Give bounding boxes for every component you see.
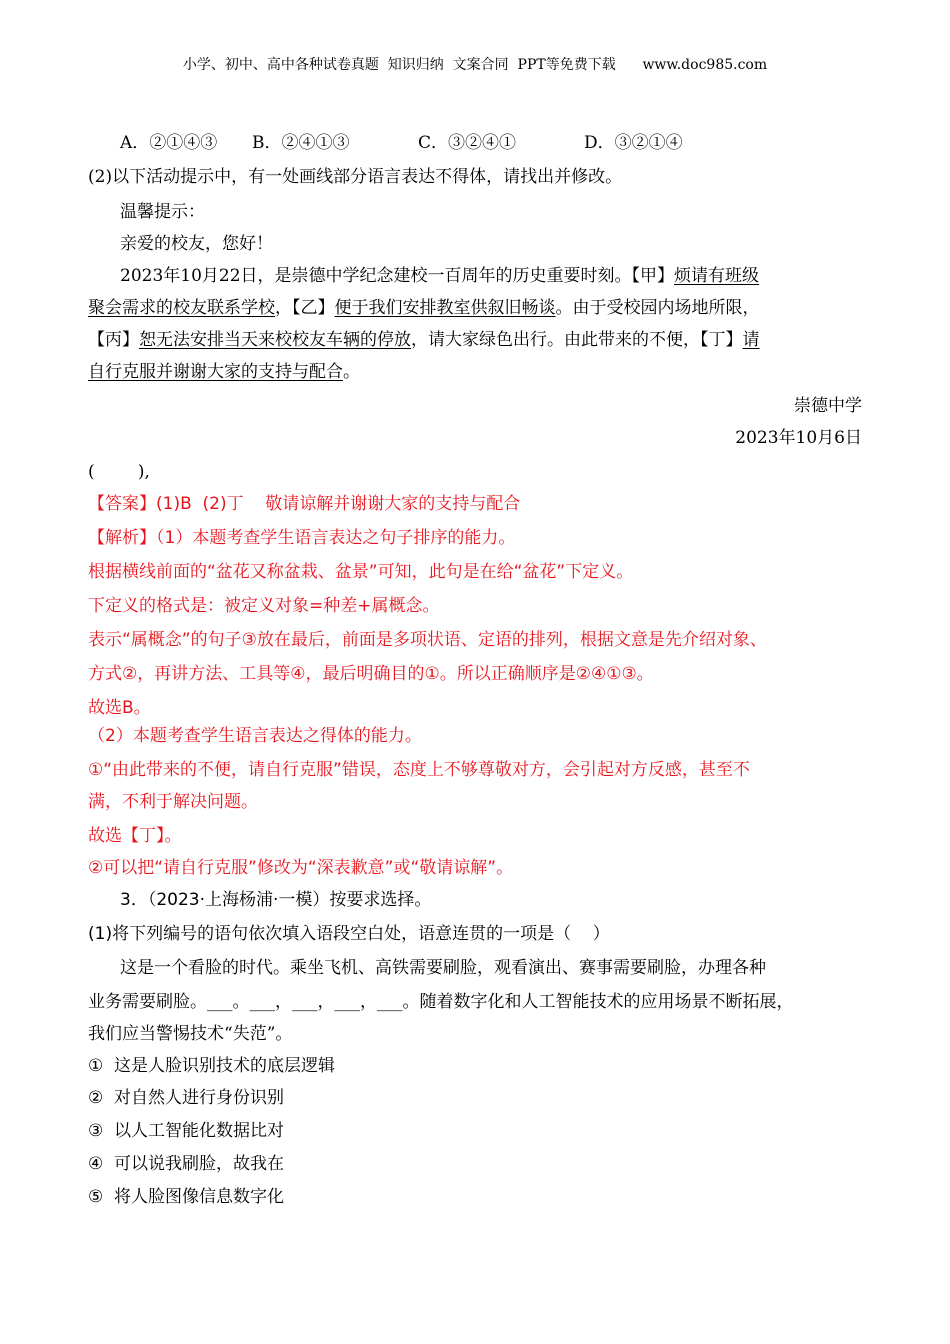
q3-title: 3．（2023·上海杨浦·一模）按要求选择。 bbox=[120, 890, 432, 910]
notice-text: ，请大家绿色出行。由此带来的不便，【丁】 bbox=[411, 330, 743, 350]
page-header: 小学、初中、高中各种试卷真题 知识归纳 文案合同 PPT等免费下载 www.doc985.com bbox=[182, 57, 768, 73]
q3-subquestion: (1)将下列编号的语句依次填入语段空白处，语意连贯的一项是（ ） bbox=[88, 924, 610, 944]
analysis-line: （2）本题考查学生语言表达之得体的能力。 bbox=[88, 726, 422, 746]
underlined-jia-cont: 聚会需求的校友联系学校 bbox=[88, 298, 275, 318]
notice-text: ，【乙】 bbox=[275, 298, 335, 318]
option-d: D．③②①④ bbox=[584, 133, 683, 153]
option-a: A．②①④③ bbox=[120, 133, 218, 153]
option-c: C．③②④① bbox=[418, 133, 517, 153]
underlined-ding-cont: 自行克服并谢谢大家的支持与配合 bbox=[88, 362, 343, 382]
notice-line-1 bbox=[120, 265, 759, 289]
analysis-line: 方式②，再讲方法、工具等④，最后明确目的①。所以正确顺序是②④①③。 bbox=[88, 664, 654, 684]
analysis-line: 故选【丁】。 bbox=[88, 826, 182, 846]
notice-text: 。由于受校园内场地所限， bbox=[555, 298, 760, 318]
option-b: B．②④①③ bbox=[252, 133, 350, 153]
notice-text: 。 bbox=[343, 362, 360, 382]
notice-text: 2023年10月22日，是崇德中学纪念建校一百周年的历史重要时刻。【甲】 bbox=[120, 266, 675, 286]
notice-title: 温馨提示： bbox=[120, 202, 205, 222]
notice-line-3 bbox=[88, 329, 760, 353]
q2-prompt: (2)以下活动提示中，有一处画线部分语言表达不得体，请找出并修改。 bbox=[88, 167, 623, 187]
q3-paragraph: 我们应当警惕技术“失范”。 bbox=[88, 1024, 293, 1044]
notice-text: 【丙】 bbox=[88, 330, 139, 350]
notice-line-4 bbox=[88, 361, 360, 385]
q3-item: ⑤ 将人脸图像信息数字化 bbox=[88, 1187, 285, 1207]
analysis-line: 【解析】（1）本题考查学生语言表达之句子排序的能力。 bbox=[88, 528, 516, 548]
underlined-bing: 恕无法安排当天来校校友车辆的停放 bbox=[139, 330, 411, 350]
q3-item: ① 这是人脸识别技术的底层逻辑 bbox=[88, 1056, 336, 1076]
q3-item: ③ 以人工智能化数据比对 bbox=[88, 1121, 285, 1141]
notice-greeting: 亲爱的校友，您好！ bbox=[120, 234, 273, 254]
q3-item: ④ 可以说我刷脸，故我在 bbox=[88, 1154, 285, 1174]
underlined-ding: 请 bbox=[742, 330, 760, 350]
analysis-line: ②可以把“请自行克服”修改为“深表歉意”或“敬请谅解”。 bbox=[88, 858, 514, 878]
analysis-line: 根据横线前面的“盆花又称盆栽、盆景”可知，此句是在给“盆花”下定义。 bbox=[88, 562, 634, 582]
analysis-line: ①“由此带来的不便，请自行克服”错误，态度上不够尊敬对方，会引起对方反感，甚至不 bbox=[88, 760, 750, 780]
underlined-yi: 便于我们安排教室供叙旧畅谈 bbox=[334, 298, 556, 318]
analysis-line: 满，不利于解决问题。 bbox=[88, 792, 258, 812]
q3-paragraph: 这是一个看脸的时代。乘坐飞机、高铁需要刷脸，观看演出、赛事需要刷脸，办理各种 bbox=[120, 958, 766, 978]
answer-line: 【答案】(1)B (2)丁 敬请谅解并谢谢大家的支持与配合 bbox=[88, 494, 521, 514]
notice-line-2 bbox=[88, 297, 760, 321]
notice-date: 2023年10月6日 bbox=[735, 428, 862, 448]
answer-blank: ( ), bbox=[88, 462, 150, 482]
underlined-jia: 烦请有班级 bbox=[674, 266, 760, 286]
q3-item: ② 对自然人进行身份识别 bbox=[88, 1088, 285, 1108]
analysis-line: 故选B。 bbox=[88, 698, 151, 718]
analysis-line: 表示“属概念”的句子③放在最后，前面是多项状语、定语的排列，根据文意是先介绍对象、 bbox=[88, 630, 767, 650]
analysis-line: 下定义的格式是：被定义对象=种差+属概念。 bbox=[88, 596, 440, 616]
notice-signature: 崇德中学 bbox=[794, 396, 862, 416]
q3-paragraph: 业务需要刷脸。___。___，___，___，___。随着数字化和人工智能技术的应用场景不断拓展， bbox=[88, 992, 794, 1012]
